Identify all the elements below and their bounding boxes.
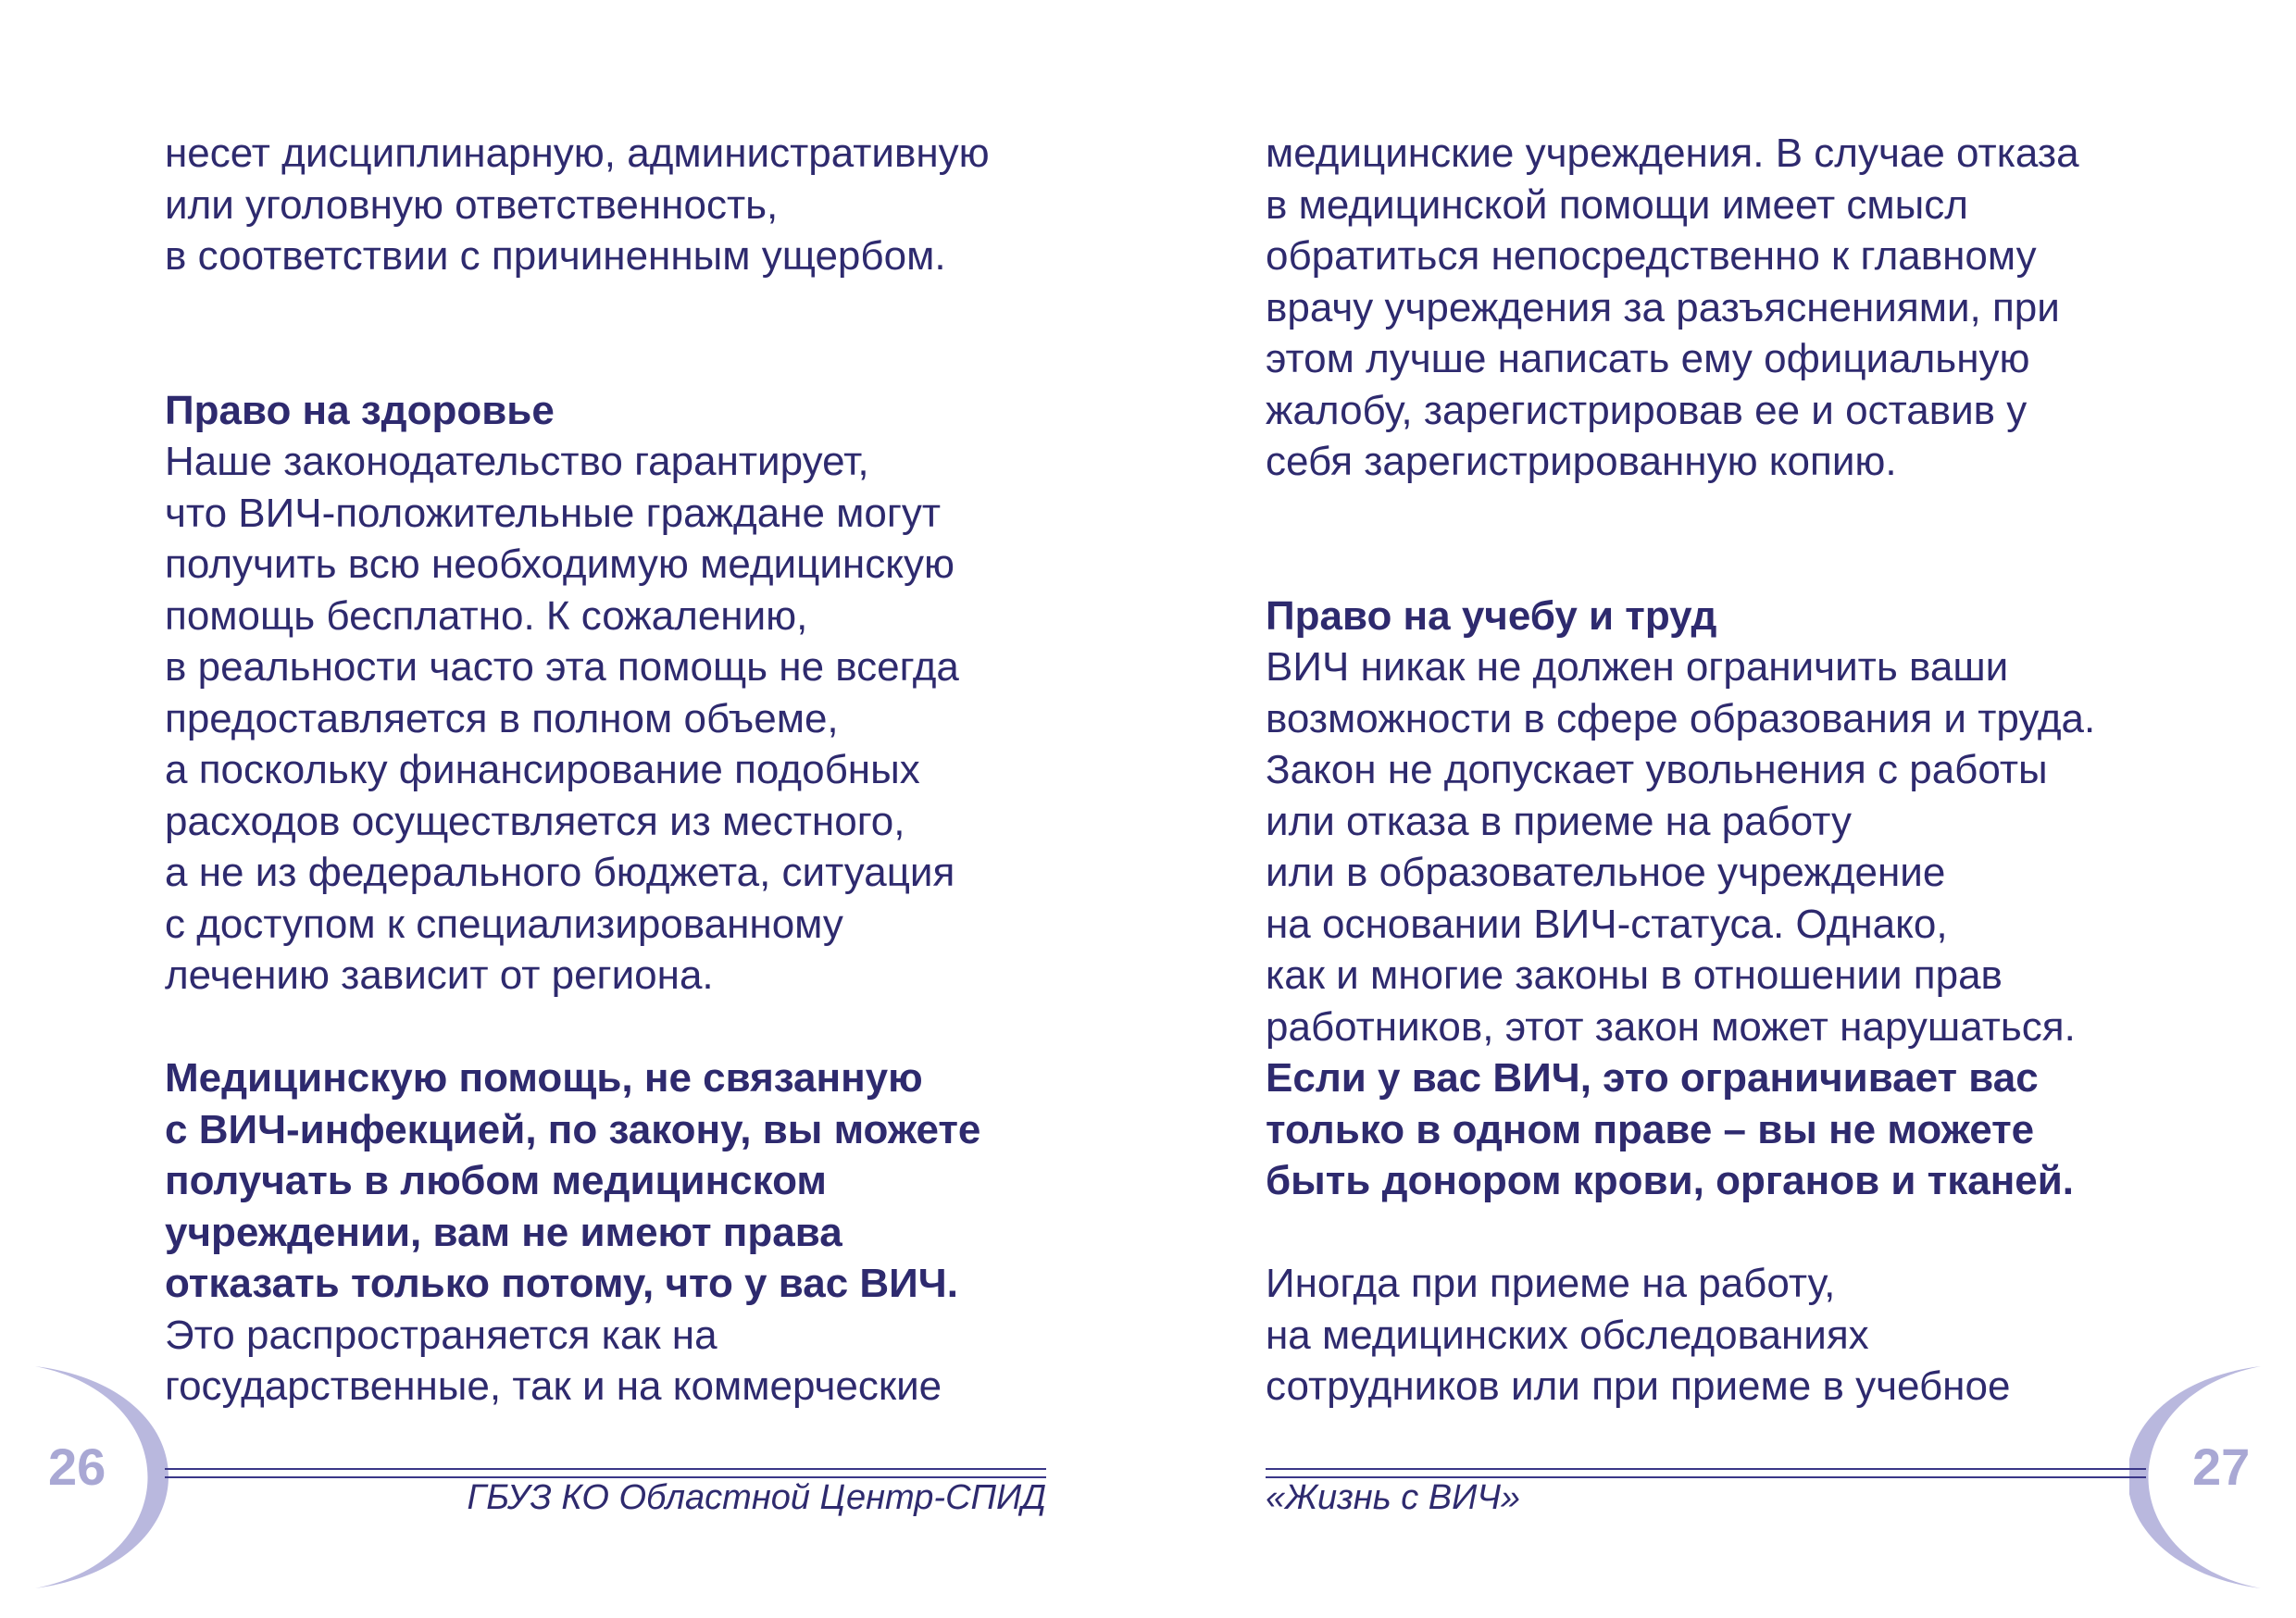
text-line: медицинские учреждения. В случае отказа (1266, 131, 2079, 176)
footer-rule-right (1266, 1468, 2146, 1478)
bold-text-line: Если у вас ВИЧ, это ограничивает вас (1266, 1055, 2039, 1101)
text-line: Наше законодательство гарантирует, (165, 439, 869, 484)
text-line: что ВИЧ-положительные граждане могут (165, 490, 942, 536)
text-line: этом лучше написать ему официальную (1266, 336, 2030, 381)
page-number-right: 27 (2192, 1438, 2251, 1496)
text-line: жалобу, зарегистрировав ее и оставив у (1266, 387, 2028, 433)
text-line: себя зарегистрированную копию. (1266, 439, 1897, 484)
text-line: ВИЧ никак не должен ограничить ваши (1266, 644, 2009, 690)
footer-title: «Жизнь с ВИЧ» (1266, 1478, 1521, 1517)
text-line: работников, этот закон может нарушаться. (1266, 1003, 2076, 1050)
text-line: лечению зависит от региона. (165, 952, 714, 998)
text-line: в реальности часто эта помощь не всегда (165, 644, 959, 690)
text-line: в медицинской помощи имеет смысл (1266, 181, 1968, 228)
bold-text-line: отказать только потому, что у вас ВИЧ. (165, 1261, 958, 1306)
right-page-text (1266, 128, 2164, 1413)
text-line: врачу учреждения за разъяснениями, при (1266, 284, 2060, 330)
text-line: помощь бесплатно. К сожалению, (165, 592, 808, 639)
text-line: или в образовательное учреждение (1266, 850, 1946, 895)
text-line: а поскольку финансирование подобных (165, 747, 920, 792)
text-line: Закон не допускает увольнения с работы (1266, 747, 2048, 792)
left-page-text (165, 128, 1054, 1413)
footer-rule-left (165, 1468, 1046, 1478)
text-line: а не из федерального бюджета, ситуация (165, 850, 955, 895)
text-line: на основании ВИЧ-статуса. Однако, (1266, 901, 1948, 947)
bold-text-line: Медицинскую помощь, не связанную (165, 1055, 923, 1101)
text-line: расходов осуществляется из местного, (165, 798, 905, 844)
text-line: получить всю необходимую медицинскую (165, 541, 955, 587)
text-line: возможности в сфере образования и труда. (1266, 695, 2096, 741)
text-line: обратиться непосредственно к главному (1266, 233, 2037, 279)
bold-text-line: только в одном праве – вы не можете (1266, 1106, 2035, 1152)
section-heading-health: Право на здоровье (165, 387, 555, 433)
text-line: или отказа в приеме на работу (1266, 798, 1852, 844)
text-line: предоставляется в полном объеме, (165, 695, 839, 741)
text-line: как и многие законы в отношении прав (1266, 952, 2003, 998)
bold-text-line: получать в любом медицинском (165, 1158, 827, 1203)
text-line: Иногда при приеме на работу, (1266, 1261, 1836, 1306)
section-heading-study-work: Право на учебу и труд (1266, 592, 1717, 639)
text-line: с доступом к специализированному (165, 901, 843, 947)
text-line: или уголовную ответственность, (165, 181, 779, 228)
text-line: на медицинских обследованиях (1266, 1312, 1869, 1358)
footer-organization: ГБУЗ КО Областной Центр-СПИД (467, 1478, 1046, 1517)
text-line: в соответствии с причиненным ущербом. (165, 233, 946, 279)
bold-text-line: учреждении, вам не имеют права (165, 1209, 842, 1255)
text-line: несет дисциплинарную, административную (165, 131, 990, 176)
page-number-left: 26 (48, 1438, 106, 1496)
bold-text-line: с ВИЧ-инфекцией, по закону, вы можете (165, 1106, 981, 1152)
text-line: государственные, так и на коммерческие (165, 1363, 942, 1409)
bold-text-line: быть донором крови, органов и тканей. (1266, 1158, 2075, 1203)
text-line: Это распространяется как на (165, 1312, 718, 1358)
text-line: сотрудников или при приеме в учебное (1266, 1363, 2011, 1409)
